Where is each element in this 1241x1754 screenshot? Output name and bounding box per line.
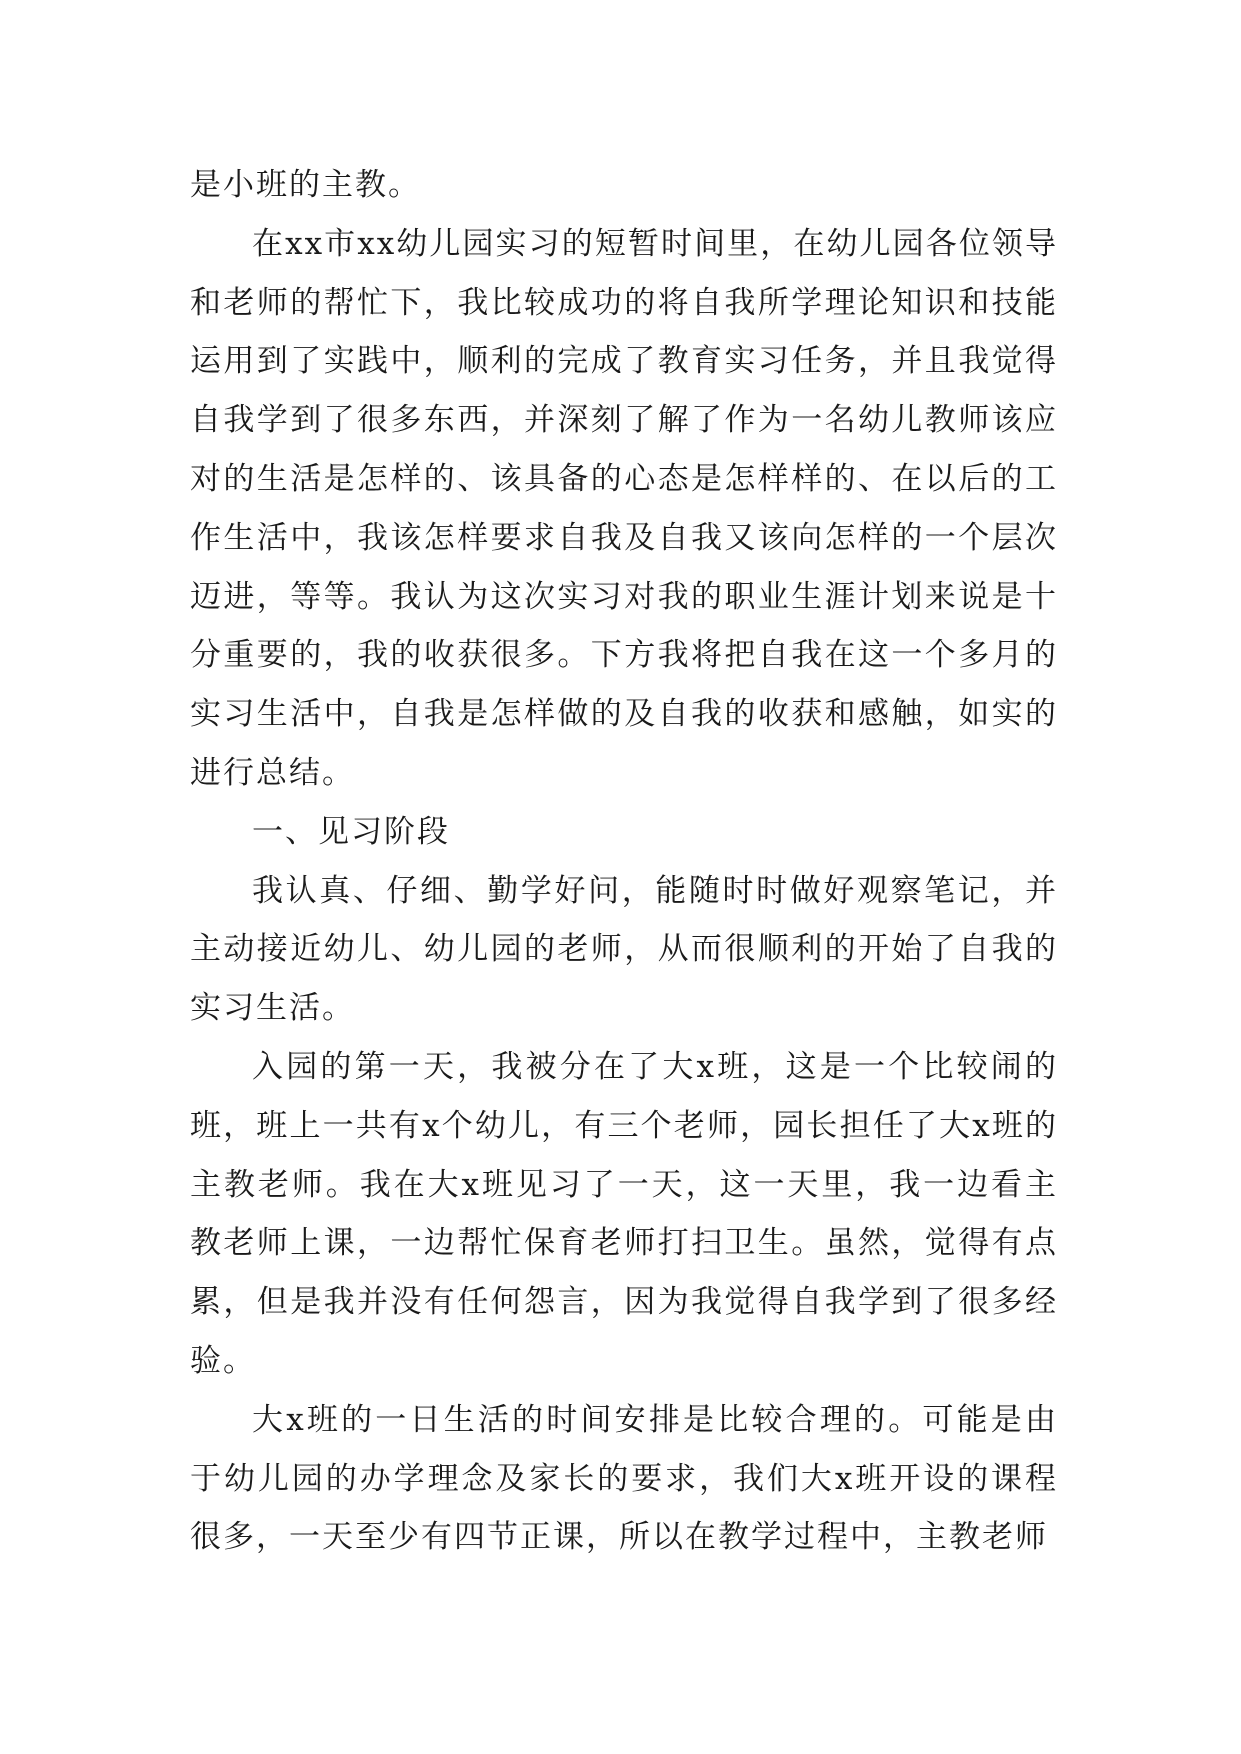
paragraph-first-day: 入园的第一天，我被分在了大x班，这是一个比较闹的班，班上一共有x个幼儿，有三个老师，园长担任了大x班的主教老师。我在大x班见习了一天，这一天里，我一边看主教老师上课，一边帮忙保育老师打扫卫生。虽然，觉得有点累，但是我并没有任何怨言，因为我觉得自我学到了很多经验。 <box>190 1048 1058 1379</box>
paragraph-continued: 是小班的主教。 <box>190 167 421 203</box>
paragraph-attitude: 我认真、仔细、勤学好问，能随时时做好观察笔记，并主动接近幼儿、幼儿园的老师，从而很顺利的开始了自我的实习生活。 <box>190 872 1058 1027</box>
section-heading-observation-stage: 一、见习阶段 <box>252 813 450 850</box>
paragraph-daily-schedule: 大x班的一日生活的时间安排是比较合理的。可能是由于幼儿园的办学理念及家长的要求，我们大x班开设的课程很多，一天至少有四节正课，所以在教学过程中，主教老师 <box>190 1401 1058 1556</box>
paragraph-internship-intro: 在xx市xx幼儿园实习的短暂时间里，在幼儿园各位领导和老师的帮忙下，我比较成功的将自我所学理论知识和技能运用到了实践中，顺利的完成了教育实习任务，并且我觉得自我学到了很多东西，并深刻了解了作为一名幼儿教师该应对的生活是怎样的、该具备的心态是怎样样的、在以后的工作生活中，我该怎样要求自我及自我又该向怎样的一个层次迈进，等等。我认为这次实习对我的职业生涯计划来说是十分重要的，我的收获很多。下方我将把自我在这一个多月的实习生活中，自我是怎样做的及自我的收获和感触，如实的进行总结。 <box>190 225 1058 791</box>
document-body <box>190 156 1058 1567</box>
